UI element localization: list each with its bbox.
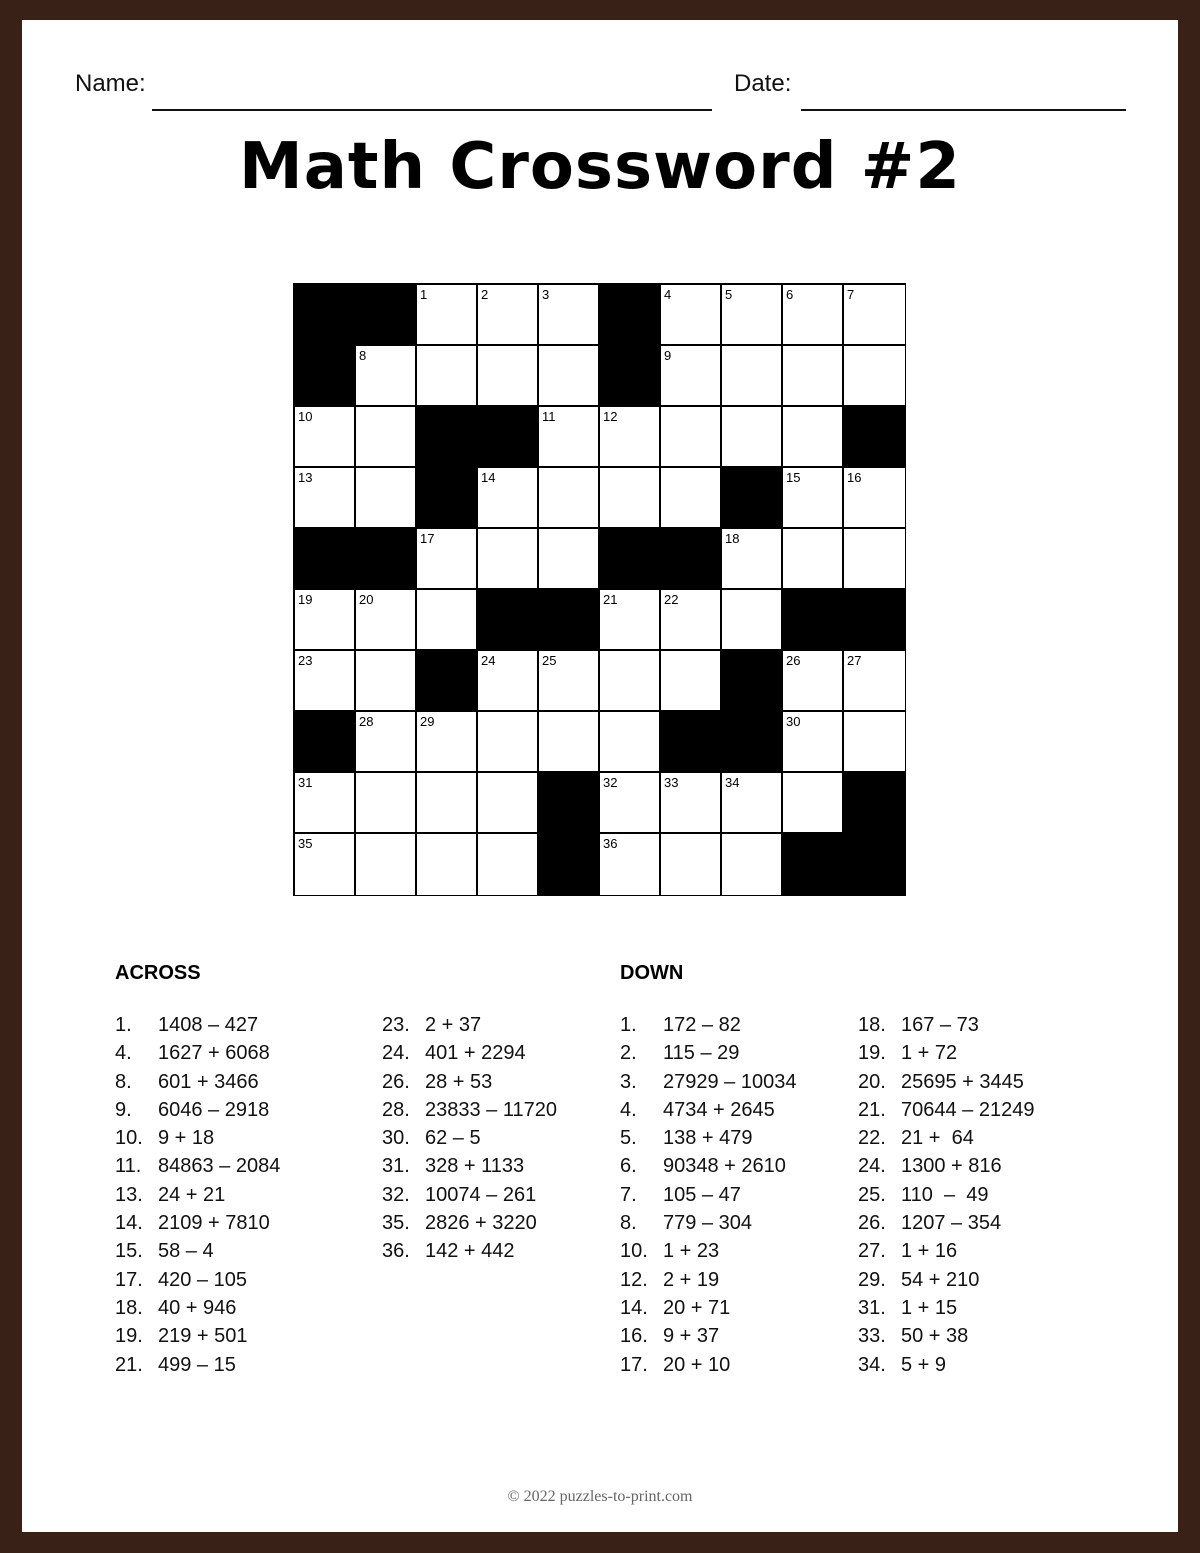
black-cell xyxy=(661,712,722,773)
cell-number: 5 xyxy=(725,287,733,302)
cell-number: 4 xyxy=(664,287,672,302)
clue-number: 21. xyxy=(858,1098,886,1121)
clue-number: 3. xyxy=(620,1070,637,1093)
clue-number: 28. xyxy=(382,1098,410,1121)
black-cell xyxy=(295,346,356,407)
clue-number: 16. xyxy=(620,1325,648,1348)
grid-cell[interactable] xyxy=(722,407,783,468)
clue-expression: 25695 + 3445 xyxy=(901,1070,1024,1093)
grid-cell[interactable] xyxy=(783,712,844,773)
clue-expression: 20 + 10 xyxy=(663,1353,731,1376)
grid-cell[interactable] xyxy=(783,468,844,529)
clue-expression: 24 + 21 xyxy=(158,1183,226,1206)
clue-number: 11. xyxy=(115,1155,142,1178)
clue-number: 15. xyxy=(115,1240,143,1263)
clue-expression: 50 + 38 xyxy=(901,1325,969,1348)
clue-number: 8. xyxy=(115,1070,132,1093)
cell-number: 25 xyxy=(542,653,557,668)
cell-number: 31 xyxy=(298,775,313,790)
grid-cell[interactable] xyxy=(844,651,905,712)
clue-expression: 1 + 72 xyxy=(901,1042,958,1065)
grid-cell[interactable] xyxy=(539,651,600,712)
clue-expression: 110 – 49 xyxy=(901,1183,989,1206)
clue-expression: 115 – 29 xyxy=(663,1042,740,1065)
black-cell xyxy=(783,834,844,895)
clue-number: 31. xyxy=(382,1155,410,1178)
page-title: Math Crossword #2 xyxy=(239,130,961,204)
grid-cell[interactable] xyxy=(356,346,417,407)
clue-expression: 27929 – 10034 xyxy=(663,1070,797,1093)
clue-expression: 1 + 15 xyxy=(901,1296,958,1319)
grid-cell[interactable] xyxy=(539,407,600,468)
clue-number: 36. xyxy=(382,1240,410,1263)
clue-number: 7. xyxy=(620,1183,637,1206)
grid-cell[interactable] xyxy=(844,712,905,773)
grid-cell[interactable] xyxy=(783,773,844,834)
grid-cell[interactable] xyxy=(661,773,722,834)
clue-number: 4. xyxy=(115,1042,132,1065)
grid-cell[interactable] xyxy=(356,712,417,773)
clue-number: 1. xyxy=(115,1014,132,1036)
grid-cell[interactable] xyxy=(722,346,783,407)
clue-number: 29. xyxy=(858,1268,886,1291)
clue-number: 18. xyxy=(115,1296,143,1319)
clue-number: 4. xyxy=(620,1098,637,1121)
cell-number: 6 xyxy=(786,287,794,302)
name-line[interactable] xyxy=(152,109,712,111)
cell-number: 17 xyxy=(420,531,435,546)
clue-number: 1. xyxy=(620,1014,637,1036)
black-cell xyxy=(783,590,844,651)
cell-number: 18 xyxy=(725,531,740,546)
grid-cell[interactable] xyxy=(783,651,844,712)
grid-cell[interactable] xyxy=(295,468,356,529)
grid-cell[interactable] xyxy=(661,285,722,346)
black-cell xyxy=(356,285,417,346)
black-cell xyxy=(478,590,539,651)
clue-expression: 23833 – 11720 xyxy=(425,1098,557,1121)
black-cell xyxy=(722,468,783,529)
cell-number: 14 xyxy=(481,470,496,485)
clue-expression: 4734 + 2645 xyxy=(663,1098,775,1121)
cell-number: 10 xyxy=(298,409,313,424)
clue-expression: 779 – 304 xyxy=(663,1212,752,1235)
black-cell xyxy=(295,712,356,773)
clue-expression: 401 + 2294 xyxy=(425,1042,526,1065)
clue-number: 13. xyxy=(115,1183,143,1206)
clue-expression: 28 + 53 xyxy=(425,1070,493,1093)
clue-number: 23. xyxy=(382,1014,410,1036)
grid-cell[interactable] xyxy=(661,407,722,468)
black-cell xyxy=(600,285,661,346)
black-cell xyxy=(722,712,783,773)
grid-cell[interactable] xyxy=(478,651,539,712)
black-cell xyxy=(844,834,905,895)
cell-number: 11 xyxy=(542,409,556,424)
cell-number: 8 xyxy=(359,348,367,363)
copyright-footer: © 2022 puzzles-to-print.com xyxy=(507,1488,693,1505)
grid-cell[interactable] xyxy=(783,529,844,590)
date-label: Date: xyxy=(734,70,792,97)
clue-expression: 40 + 946 xyxy=(158,1296,237,1319)
grid-cell[interactable] xyxy=(417,773,478,834)
clue-number: 17. xyxy=(620,1353,648,1376)
cell-number: 24 xyxy=(481,653,496,668)
black-cell xyxy=(295,529,356,590)
cell-number: 36 xyxy=(603,836,618,851)
grid-cell[interactable] xyxy=(295,651,356,712)
grid-cell[interactable] xyxy=(600,651,661,712)
clue-expression: 1408 – 427 xyxy=(158,1014,259,1036)
black-cell xyxy=(356,529,417,590)
clue-number: 19. xyxy=(115,1325,143,1348)
black-cell xyxy=(417,651,478,712)
cell-number: 28 xyxy=(359,714,374,729)
clue-number: 10. xyxy=(620,1240,648,1263)
black-cell xyxy=(417,468,478,529)
grid-cell[interactable] xyxy=(478,529,539,590)
grid-cell[interactable] xyxy=(417,712,478,773)
clue-expression: 142 + 442 xyxy=(425,1240,515,1263)
clue-expression: 167 – 73 xyxy=(901,1014,979,1036)
grid-cell[interactable] xyxy=(417,834,478,895)
grid-cell[interactable] xyxy=(295,834,356,895)
clue-expression: 20 + 71 xyxy=(663,1296,731,1319)
grid-cell[interactable] xyxy=(356,590,417,651)
grid-cell[interactable] xyxy=(600,712,661,773)
black-cell xyxy=(722,651,783,712)
clue-number: 34. xyxy=(858,1353,886,1376)
grid-cell[interactable] xyxy=(478,773,539,834)
crossword-grid xyxy=(293,283,906,896)
grid-cell[interactable] xyxy=(356,773,417,834)
grid-cell[interactable] xyxy=(478,834,539,895)
clue-number: 27. xyxy=(858,1240,886,1263)
clue-expression: 5 + 9 xyxy=(901,1353,947,1376)
grid-cell[interactable] xyxy=(417,346,478,407)
clue-expression: 138 + 479 xyxy=(663,1127,753,1150)
grid-cell[interactable] xyxy=(356,468,417,529)
grid-cell[interactable] xyxy=(844,285,905,346)
grid-cell[interactable] xyxy=(356,834,417,895)
clue-number: 32. xyxy=(382,1183,410,1206)
grid-cell[interactable] xyxy=(722,590,783,651)
grid-cell[interactable] xyxy=(600,773,661,834)
date-line[interactable] xyxy=(801,109,1126,111)
clue-expression: 70644 – 21249 xyxy=(901,1098,1035,1121)
clue-expression: 2 + 37 xyxy=(425,1014,482,1036)
clue-expression: 9 + 18 xyxy=(158,1127,215,1150)
clue-number: 20. xyxy=(858,1070,886,1093)
clue-expression: 62 – 5 xyxy=(425,1127,481,1150)
grid-cell[interactable] xyxy=(661,468,722,529)
grid-cell[interactable] xyxy=(844,468,905,529)
grid-cell[interactable] xyxy=(661,834,722,895)
clue-expression: 54 + 210 xyxy=(901,1268,980,1291)
grid-cell[interactable] xyxy=(417,590,478,651)
grid-cell[interactable] xyxy=(661,590,722,651)
grid-cell[interactable] xyxy=(661,346,722,407)
grid-cell[interactable] xyxy=(661,651,722,712)
grid-cell[interactable] xyxy=(722,834,783,895)
clue-number: 35. xyxy=(382,1212,410,1235)
clue-expression: 2 + 19 xyxy=(663,1268,720,1291)
clue-number: 14. xyxy=(115,1212,143,1235)
black-cell xyxy=(539,773,600,834)
grid-cell[interactable] xyxy=(295,773,356,834)
grid-cell[interactable] xyxy=(539,285,600,346)
cell-number: 2 xyxy=(481,287,489,302)
cell-number: 27 xyxy=(847,653,862,668)
cell-number: 13 xyxy=(298,470,313,485)
grid-cell[interactable] xyxy=(600,468,661,529)
worksheet-page xyxy=(22,20,1178,1532)
grid-cell[interactable] xyxy=(417,285,478,346)
cell-number: 19 xyxy=(298,592,313,607)
black-cell xyxy=(844,590,905,651)
clue-number: 22. xyxy=(858,1127,886,1150)
cell-number: 23 xyxy=(298,653,313,668)
clue-expression: 172 – 82 xyxy=(663,1014,741,1036)
grid-cell[interactable] xyxy=(478,346,539,407)
clue-number: 26. xyxy=(858,1212,886,1235)
black-cell xyxy=(600,529,661,590)
grid-cell[interactable] xyxy=(417,529,478,590)
clue-number: 31. xyxy=(858,1296,886,1319)
grid-cell[interactable] xyxy=(356,407,417,468)
grid-cell[interactable] xyxy=(539,468,600,529)
cell-number: 32 xyxy=(603,775,618,790)
grid-cell[interactable] xyxy=(783,285,844,346)
grid-cell[interactable] xyxy=(539,712,600,773)
grid-cell[interactable] xyxy=(722,285,783,346)
clue-number: 19. xyxy=(858,1042,886,1065)
clue-expression: 420 – 105 xyxy=(158,1268,247,1291)
grid-cell[interactable] xyxy=(478,712,539,773)
black-cell xyxy=(539,834,600,895)
cell-number: 7 xyxy=(847,287,855,302)
clue-expression: 328 + 1133 xyxy=(425,1155,525,1178)
cell-number: 26 xyxy=(786,653,801,668)
cell-number: 33 xyxy=(664,775,679,790)
grid-cell[interactable] xyxy=(295,407,356,468)
clue-expression: 58 – 4 xyxy=(158,1240,214,1263)
down-heading: DOWN xyxy=(620,962,684,984)
across-heading: ACROSS xyxy=(115,962,201,984)
clue-expression: 9 + 37 xyxy=(663,1325,720,1348)
grid-cell[interactable] xyxy=(478,468,539,529)
clue-expression: 1300 + 816 xyxy=(901,1155,1002,1178)
grid-cell[interactable] xyxy=(539,529,600,590)
clue-number: 30. xyxy=(382,1127,410,1150)
grid-cell[interactable] xyxy=(722,773,783,834)
grid-cell[interactable] xyxy=(600,407,661,468)
black-cell xyxy=(844,407,905,468)
clue-number: 18. xyxy=(858,1014,886,1036)
clue-expression: 2826 + 3220 xyxy=(425,1212,537,1235)
clue-number: 25. xyxy=(858,1183,886,1206)
clue-expression: 90348 + 2610 xyxy=(663,1155,786,1178)
clue-expression: 10074 – 261 xyxy=(425,1183,537,1206)
black-cell xyxy=(844,773,905,834)
grid-cell[interactable] xyxy=(844,529,905,590)
black-cell xyxy=(661,529,722,590)
clue-expression: 6046 – 2918 xyxy=(158,1098,270,1121)
black-cell xyxy=(417,407,478,468)
clue-number: 21. xyxy=(115,1353,143,1376)
cell-number: 3 xyxy=(542,287,550,302)
clue-number: 26. xyxy=(382,1070,410,1093)
clue-expression: 21 + 64 xyxy=(901,1127,974,1150)
grid-cell[interactable] xyxy=(295,590,356,651)
clue-number: 17. xyxy=(115,1268,143,1291)
grid-cell[interactable] xyxy=(722,529,783,590)
black-cell xyxy=(478,407,539,468)
clue-number: 12. xyxy=(620,1268,648,1291)
clue-number: 5. xyxy=(620,1127,637,1150)
cell-number: 12 xyxy=(603,409,618,424)
grid-cell[interactable] xyxy=(539,346,600,407)
grid-cell[interactable] xyxy=(478,285,539,346)
clue-expression: 219 + 501 xyxy=(158,1325,248,1348)
grid-cell[interactable] xyxy=(600,590,661,651)
clue-number: 6. xyxy=(620,1155,637,1178)
cell-number: 35 xyxy=(298,836,313,851)
clue-number: 9. xyxy=(115,1098,132,1121)
grid-cell[interactable] xyxy=(600,834,661,895)
clue-number: 33. xyxy=(858,1325,886,1348)
cell-number: 29 xyxy=(420,714,435,729)
cell-number: 34 xyxy=(725,775,740,790)
cell-number: 15 xyxy=(786,470,801,485)
cell-number: 22 xyxy=(664,592,679,607)
clue-expression: 1 + 23 xyxy=(663,1240,720,1263)
grid-cell[interactable] xyxy=(356,651,417,712)
cell-number: 1 xyxy=(420,287,428,302)
black-cell xyxy=(600,346,661,407)
clue-expression: 2109 + 7810 xyxy=(158,1212,270,1235)
cell-number: 20 xyxy=(359,592,374,607)
grid-cell[interactable] xyxy=(783,407,844,468)
cell-number: 30 xyxy=(786,714,801,729)
clue-expression: 499 – 15 xyxy=(158,1353,236,1376)
clue-number: 24. xyxy=(858,1155,886,1178)
clue-number: 24. xyxy=(382,1042,410,1065)
clue-number: 2. xyxy=(620,1042,637,1065)
clue-number: 8. xyxy=(620,1212,637,1235)
clue-number: 14. xyxy=(620,1296,648,1319)
clue-expression: 1627 + 6068 xyxy=(158,1042,270,1065)
black-cell xyxy=(295,285,356,346)
grid-cell[interactable] xyxy=(783,346,844,407)
clue-expression: 1207 – 354 xyxy=(901,1212,1002,1235)
name-label: Name: xyxy=(75,70,146,97)
clue-number: 10. xyxy=(115,1127,143,1150)
cell-number: 9 xyxy=(664,348,672,363)
clue-expression: 601 + 3466 xyxy=(158,1070,259,1093)
clue-expression: 105 – 47 xyxy=(663,1183,741,1206)
clue-expression: 84863 – 2084 xyxy=(158,1155,281,1178)
clue-expression: 1 + 16 xyxy=(901,1240,958,1263)
grid-cell[interactable] xyxy=(844,346,905,407)
cell-number: 16 xyxy=(847,470,862,485)
cell-number: 21 xyxy=(603,592,618,607)
black-cell xyxy=(539,590,600,651)
